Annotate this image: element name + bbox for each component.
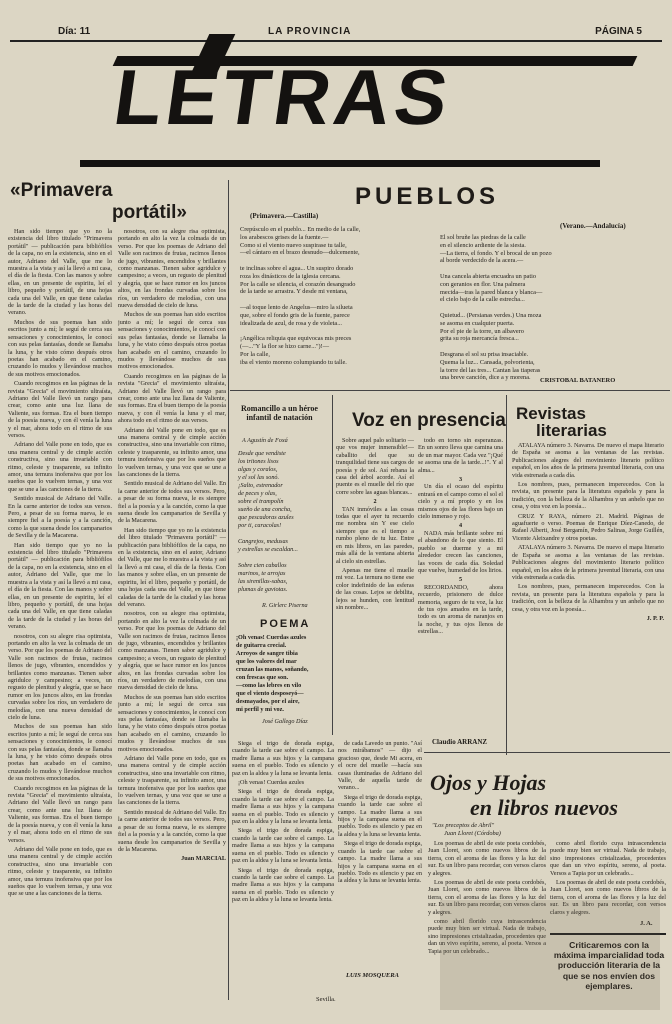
- castilla-line: roza los dinásticos de la iglesia cercana.: [240, 272, 341, 280]
- ojos-col2-text: como abril florido cuya intrascendencia puede muy bien ser virtual. Nada de trabajo, sino impresiones cristalizadas, procedentes que dan un vivo espíritu, sereno, al poeta. Versos a Tapia por un celebrado...: [550, 840, 666, 877]
- romancillo-line: algas y coralos,: [238, 466, 278, 473]
- poema-line: cruzan las manos, soñando,: [236, 666, 309, 673]
- poema-poem: [236, 634, 330, 714]
- column-rule-3: [506, 395, 507, 755]
- andalucia-line: [440, 265, 665, 273]
- primavera-col3-text3-b: Sentido musical de Adriano del Valle. En la carne anterior de todos sus versos. Pero, a pesar de su forma nueva, le es siempre fiel a la poesía y a la canción, como la que suena desde los campanarios de Sevilla y de la Macarena.: [118, 808, 226, 853]
- voz-num-5: 5: [458, 576, 463, 584]
- misc-text-f: Siega el trigo de dorada espiga, cuando la tarde cae sobre el campo. La madre llama a sus hijos y la campana suena en el pueblo. Todo es silencio y paz en la aldea y la luna se levanta lenta.: [338, 793, 422, 838]
- romancillo-line: ¡Salto, estrenador: [238, 482, 283, 489]
- poema-line: —como las lebres en vilo: [236, 682, 302, 689]
- romancillo-line: Cangrejos, medusas: [238, 538, 288, 545]
- primavera-signature: Juan MARCIAL: [181, 855, 226, 863]
- page-header: [10, 26, 662, 40]
- romancillo-title: Romancillo a un héroe infantil de natación: [241, 404, 318, 422]
- andalucia-line: —La tierra, el fondo. Y el brocal de un pozo: [440, 249, 552, 257]
- castilla-line: [240, 296, 440, 304]
- romancillo-line: las sirenillas-sabas,: [238, 578, 288, 585]
- castilla-line: [240, 257, 440, 265]
- castilla-line: Por la calle,: [240, 350, 270, 358]
- primavera-col1-text-b: Han sido tiempo que yo no la existencia del libro titulado "Primavera portátil" — publicación para bibliófilos de la capa, no en la existencia, sino en el autor, Adriano del Valle, que me lo muestra a la vista y así la llevó a mi casa, el día de la fiesta. Con las manos y sobre ellas, en un presente de espiritu, leí el libro, pequeño y portátil, de una hojas cada una del Valle, en que tiene caladas de la tarde de la ciudad y las horas del verano.: [118, 526, 226, 608]
- romancillo-line: sueño de una concha,: [238, 506, 292, 513]
- poema-line: que el viento desposeyó—: [236, 690, 304, 697]
- section-rule: [230, 390, 670, 391]
- ojos-boxed-notice: Criticaremos con la máxima imparcialidad toda producción literaria de la que se nos envíen dos ejemplares.: [553, 940, 665, 991]
- header-paper-name: LA PROVINCIA: [268, 26, 352, 37]
- andalucia-line: Por el pie de la torre, un albavero: [440, 327, 524, 335]
- poema-line: desmayados, por el aire,: [236, 698, 300, 705]
- ojos-col2-text-b: como abril florido cuya intrascendencia puede muy bien ser virtual. Nada de trabajo, sino impresiones cristalizadas, procedentes que dan un vivo espíritu, sereno, al poeta. Versos a Tapia por un celebrado...: [428, 918, 546, 955]
- andalucia-line: [440, 304, 665, 312]
- primavera-col3-text2-b: Adriano del Valle pone en todo, que es una manera central y de cimple acción constructiva, sino una invariable con ritmo, celeste y trasparente, su infinito amor, una ternura inofensiva que por los sueños que lo vuelven ternas, y una voz que se une a las canciones de la tierra.: [118, 755, 226, 807]
- revistas-text1: ATALAYA número 3. Navarra. De nuevo el mapa literario de España se asoma a las ventanas de las revistas. Publicaciones alegres del movimiento literario político español, en los años de la primera juventud literaria, con una vida estrenada a cada día.: [512, 442, 664, 479]
- voz-col1: [336, 437, 414, 737]
- primavera-col2-text2: Muchos de sus poemas han sido escritos junto a mí; le seguí de cerca sus sensaciones y conocimientos, le conocí con sus pelas fantasías, donde se llamaba la luna, y he visto cómo después otros poetas han acabado en el camino, cruzando lo mudos y llevándose muchos de sus motivos emocionados.: [118, 311, 226, 371]
- revistas-title-line2: literarias: [536, 421, 607, 440]
- pueblos-castilla-poem: [240, 226, 440, 366]
- voz-col3-text: todo en torno sin esperanzas. En un sonro lleva que camina una de un mar mayor. Cada vez "¡Qué se asoma una de la tarde...!". Y al alma...: [418, 437, 503, 474]
- voz-col1-text2: TAN inmóviles a las cosas todas que el ayer tu recuerdo me nombra sin Y ese cielo siempre que es el tiempo a rumbo pleno de tu luz. Entre en mis libros, en las paredes, más allá de la ventana abierta al cielo sin estrellas.: [336, 505, 414, 565]
- misc-signature: LUIS MOSQUERA: [346, 972, 399, 979]
- header-rule: [10, 40, 662, 42]
- primavera-col3-text3: Sentido musical de Adriano del Valle. En la carne anterior de todos sus versos. Pero, a pesar de su forma nueva, le es siempre fiel a la poesía y a la canción, como la que suena desde los campanarios de Sevilla y de la Macarena.: [118, 480, 226, 525]
- revistas-body: [512, 442, 664, 748]
- misc-text-e: Siega el trigo de dorada espiga, cuando la tarde cae sobre el campo. La madre llama a sus hijos y la campana suena en el pueblo. Todo es silencio y paz en la aldea y la luna se levanta lenta.: [232, 866, 334, 904]
- revistas-text2-b: Los nombres, pues, permanecen imperecedos. Con la revista, un presente para la literatura española y para la tradición, con la belleza de la Alhambra y un anhelo que no cesa, y otra voz en la poesía...: [512, 583, 664, 613]
- andalucia-line: se asoma en cualquier puerta.: [440, 319, 515, 327]
- primavera-col3-text2: Adriano del Valle pone en todo, que es una manera central y de cimple acción constructiva, sino una invariable con ritmo, celeste y trasparente, su infinito amor, una ternura inofensiva que por los sueños que lo vuelven ternas, y una voz que se une a las canciones de la tierra.: [118, 426, 226, 478]
- castilla-line: Como si el viento nuevo suspirase tu talle,: [240, 241, 347, 249]
- castilla-line: que, sobre el fondo gris de la fuente, parece: [240, 311, 350, 319]
- primavera-col2-text2-repeat: Muchos de sus poemas han sido escritos junto a mí; le seguí de cerca sus sensaciones y conocimientos, le conocí con sus pelas fantasías, donde se llamaba la luna, y he visto cómo después otros poetas han acabado en el camino, cruzando lo mudos y llevándose muchos de sus motivos emocionados.: [8, 318, 112, 378]
- primavera-col2-text-repeat: nosotros, con su alegre risa optimista, portando en alto la vez la colmada de un verso. Por que los poemas de Adriano del Valle son racimos de frutas, racimos llenos de jugo, vibrantes, encendidos y brillantes como manzanas. Tienen sabor agridulce y campesino; a veces, un regusto de plenitud y alegría, que se hace rumor en los juncos altos, en las frondas curvadas sobre los ríos, un verdadero de melodías, con una nueva densidad de cielo de luna.: [8, 632, 112, 721]
- pueblos-andalucia-poem: [440, 234, 665, 382]
- castilla-line: de la tarde se arrastra. Y desde mi ventana,: [240, 288, 348, 296]
- primavera-col2-text2-repeat-b: Muchos de sus poemas han sido escritos junto a mí; le seguí de cerca sus sensaciones y conocimientos, le conocí con sus pelas fantasías, donde se llamaba la luna, y he visto cómo después otros poetas han acabado en el camino, cruzando lo mudos y llevándose muchos de sus motivos emocionados.: [8, 723, 112, 783]
- andalucia-line: grita su roja mercancía fresca...: [440, 335, 519, 343]
- andalucia-line: mecida—tras la pared blanca y blanca—: [440, 288, 543, 296]
- voz-col3-text4: RECORDANDO, ahora recuerdo, prisionero de dulce memoria, seguro de tu voz, la luz de tus ojos amados en la tarde, todo es un aroma de naranjos en la noche, y tus ojos llenos de estrellas...: [418, 583, 503, 636]
- ojos-col2-text-c: Los poemas de abril de este poeta cordobés, Juan Lloret, son como nuevos libros de la tierra, con el aroma de las flores y la luz del sur. Es un libro para recordar, con versos claros y alegres.: [550, 879, 666, 916]
- misc-col-right: [338, 740, 422, 1000]
- primavera-title-line2: portátil»: [112, 202, 187, 223]
- misc-place: Sevilla.: [316, 996, 336, 1003]
- castilla-line: —al toque lento de Angelus—miro la silueta: [240, 303, 353, 311]
- revistas-signature: J. P. P.: [646, 614, 664, 622]
- header-page-number: PÁGINA 5: [595, 26, 642, 37]
- castilla-line: ¡Angélica reliquia que equivocas mis preces: [240, 335, 352, 343]
- romancillo-line: plumas de gaviotas.: [238, 586, 288, 593]
- page-stain: [440, 900, 660, 1010]
- misc-text-c: Siega el trigo de dorada espiga, cuando la tarde cae sobre el campo. La madre llama a sus hijos y la campana suena en el pueblo. Todo es silencio y paz en la aldea y la luna se levanta lenta.: [232, 788, 334, 826]
- poema-line: de guitarra crecial.: [236, 642, 287, 649]
- primavera-col1-text: Han sido tiempo que yo no la existencia del libro titulado "Primavera portátil" — publicación para bibliófilos de la capa, no en la existencia, sino en el autor, Adriano del Valle, que me lo muestra a la vista y así la llevó a mi casa, el día de la fiesta. Con las manos y sobre ellas, en un presente de espiritu, leí el libro, pequeño y portátil, de una hojas cada una del Valle, en que tiene caladas de la tarde de la ciudad y las horas del verano.: [8, 228, 112, 317]
- primavera-col2-text: nosotros, con su alegre risa optimista, portando en alto la vez la colmada de un verso. Por que los poemas de Adriano del Valle son racimos de frutas, racimos llenos de jugo, vibrantes, encendidos y brillantes como manzanas. Tienen sabor agridulce y campesino; a veces, un regusto de plenitud y alegría, que se hace rumor en los juncos altos, en las frondas curvadas sobre los ríos, un verdadero de melodías, con una nueva densidad de cielo de luna.: [118, 228, 226, 310]
- poema-line: con frescas que son.: [236, 674, 289, 681]
- ojos-title-line1: Ojos y Hojas: [430, 770, 547, 795]
- pueblos-title: PUEBLOS: [355, 183, 500, 210]
- ojos-signature: J. A.: [640, 920, 653, 927]
- misc-text-g: Siega el trigo de dorada espiga, cuando la tarde cae sobre el campo. La madre llama a sus hijos y la campana suena en el pueblo. Todo es silencio y paz en la aldea y la luna se levanta lenta.: [338, 840, 422, 885]
- column-rule-2: [332, 395, 333, 735]
- revistas-cruz: CRUZ Y RAYA, número 21. Madrid. Páginas de aguafuerte o verso. Poemas de Enrique Díez-Canedo, de Rafael Alberti, José Bergamín, Pedro Salinas, Jorge Guillén, Vicente Aleixandre y otros poetas.: [512, 512, 664, 542]
- poema-title: POEMA: [260, 618, 311, 630]
- pueblos-andalucia-label: (Verano.—Andalucía): [560, 222, 626, 230]
- masthead-title: LETRAS: [108, 53, 458, 141]
- voz-col2-text-a: Apenas me tiene el muelle mi voz. La ternura no tiene ese color indefinido de las esferas de las cosas. Lejos se debilita, lejos se hunden, con lentitud sin nombre...: [336, 566, 414, 611]
- andalucia-line: con geranios en flor. Una palmera: [440, 280, 526, 288]
- castilla-line: Crepúsculo en el pueblo... En medio de la calle,: [240, 226, 361, 233]
- voz-col1-text: Sobre aquel palo solitario —que vos mujer inmensible!— caballito del que su tranquilidad tiene sus cargos de poesía y de sol. Así rebana la casa del árbol acorde. Así el puente es el muelle del río que corre sobre las aguas blancas...: [336, 437, 414, 496]
- ojos-col1-title: "Los preceptos de Abril": [432, 822, 495, 829]
- primavera-col3-text: Cuando recogimos en las páginas de la revista "Grecia" el movimiento ultraísta, Adriano del Valle llevó un rango para crear, como ante una luz llana de Valiente, sus formas. Era el buen tiempo de la poesía nueva, y con él venía la luna y el mar, ahora todo en el ritmo de sus versos.: [118, 372, 226, 425]
- misc-text-b: ¡Oh venas! Cuerdas azules: [238, 779, 305, 787]
- voz-col2: [418, 437, 503, 737]
- romancillo-line: y el sol las sonó.: [238, 474, 280, 481]
- misc-text-d: Siega el trigo de dorada espiga, cuando la tarde cae sobre el campo. La madre llama a sus hijos y la campana suena en el pueblo. Todo es silencio y paz en la aldea y la luna se levanta lenta.: [232, 827, 334, 865]
- poema-line: mi perfil y mi voz.: [236, 706, 284, 713]
- revistas-title-line1: Revistas: [516, 404, 586, 423]
- romancillo-line: Sobre cien caballos: [238, 562, 287, 569]
- pueblos-signature: CRISTOBAL BATANERO: [540, 377, 616, 384]
- castilla-line: los arabescos grises de la fuente.—: [240, 233, 329, 241]
- romancillo-line: que pescadoras azules: [238, 514, 294, 521]
- andalucia-line: Quema la luz... Cansada, polvorienta,: [440, 358, 535, 366]
- romancillo-line: los tritones lisos: [238, 458, 279, 465]
- voz-col2-text2: de cada Lavedo un punto. "Así nos mirábamos" — dijo el gracioso que, desde Mi acera, en el ocre del muelle —hacía sus casas iluminadas de Adriano del Valle, de aquella tarde de verano...: [338, 740, 422, 792]
- voz-signature: Claudio ARRANZ: [432, 738, 488, 746]
- castilla-line: (—..."Y la flor se hizo carne...")!—: [240, 342, 330, 350]
- castilla-line: te inclinas sobre el agua... Un suspiro dorado: [240, 264, 354, 272]
- romancillo-line: [238, 530, 330, 538]
- misc-text-a: Siega el trigo de dorada espiga, cuando la tarde cae sobre el campo. La madre llama a sus hijos y la campana suena en el pueblo. Todo es silencio y paz en la aldea y la luna se levanta lenta.: [232, 740, 334, 777]
- ojos-col1-text: Los poemas de abril de este poeta cordobés, Juan Lloret, son como nuevos libros de la tierra, con el aroma de las flores y la luz del sur. Es un libro para recordar, con versos claros y alegres.: [428, 840, 546, 877]
- andalucia-line: Quietud... (Persianas verdes.) Una moza: [440, 311, 542, 319]
- andalucia-line: una breve canción, dice a y morena.: [440, 374, 531, 382]
- poema-line: que los valores del mar: [236, 658, 297, 665]
- andalucia-line: el cielo bajo de la calle estrecha...: [440, 296, 525, 304]
- romancillo-poem: [238, 450, 330, 594]
- voz-num-2: 2: [373, 498, 377, 506]
- andalucia-line: El sol bruñe las piedras de la calle: [440, 234, 526, 241]
- primavera-col1-text-repeat: Han sido tiempo que yo no la existencia del libro titulado "Primavera portátil" — publicación para bibliófilos de la capa, no en la existencia, sino en el autor, Adriano del Valle, que me lo muestra a la vista y así la llevó a mi casa, el día de la fiesta. Con las manos y sobre ellas, en un presente de espiritu, leí el libro, pequeño y portátil, de una hojas cada una del Valle, en que tiene caladas de la tarde de la ciudad y las horas del verano.: [8, 541, 112, 631]
- column-rule-1: [228, 180, 229, 1000]
- primavera-title-line1: «Primavera: [10, 180, 113, 201]
- castilla-line: Por la calle se silencia, el corazón desangrado: [240, 280, 356, 288]
- primavera-col3-text-repeat-b: Cuando recogimos en las páginas de la revista "Grecia" el movimiento ultraísta, Adriano del Valle llevó un rango para crear, como ante una luz llana de Valiente, sus formas. Era el buen tiempo de la poesía nueva, y con él venía la luna y el mar, ahora todo en el ritmo de sus versos.: [8, 784, 112, 844]
- ojos-top-rule: [424, 752, 670, 753]
- poema-line: ¡Oh venas! Cuerdas azules: [236, 634, 307, 641]
- header-day: Día: 11: [58, 26, 91, 37]
- misc-col-left: [232, 740, 334, 1010]
- andalucia-line: la torre del las tres... Cantan las tiaperas: [440, 366, 541, 374]
- romancillo-line: de peces y olas,: [238, 490, 277, 497]
- romancillo-line: [238, 554, 330, 562]
- voz-col3-text2: Un día el ocaso del espíritu entrará en el campo como el sol el cielo y a mí propio y en los mismos ojos de las flores bajo un cielo inmenso y rojo.: [418, 483, 503, 521]
- andalucia-line: al borde verdecido de la acera.—: [440, 257, 524, 265]
- castilla-line: [240, 327, 440, 335]
- andalucia-line: [440, 343, 665, 351]
- primavera-col3-text2-repeat: Adriano del Valle pone en todo, que es una manera central y de cimple acción constructiva, sino una invariable con ritmo, celeste y trasparente, su infinito amor, una ternura inofensiva que por los sueños que lo vuelven ternas, y una voz que se une a las canciones de la tierra.: [8, 441, 112, 493]
- castilla-line: iba el viento moreno columpiando tu talle.: [240, 358, 347, 366]
- primavera-col3-text-repeat: Cuando recogimos en las páginas de la revista "Grecia" el movimiento ultraísta, Adriano del Valle llevó un rango para crear, como ante una luz llana de Valiente, sus formas. Era el buen tiempo de la poesía nueva, y con él venía la luna y el mar, ahora todo en el ritmo de sus versos.: [8, 380, 112, 439]
- ojos-col1-text-b: Los poemas de abril de este poeta cordobés, Juan Lloret, son como nuevos libros de la tierra, con el aroma de las flores y la luz del sur. Es un libro para recordar, con versos claros y alegres.: [428, 879, 546, 916]
- andalucia-line: Desgrana el sol su prisa insaciable.: [440, 350, 529, 358]
- romancillo-line: sobre el trampolín: [238, 498, 284, 505]
- romancillo-signature: R. Girlerc Piserna: [262, 602, 308, 609]
- primavera-col2-text2-b: Muchos de sus poemas han sido escritos junto a mí; le seguí de cerca sus sensaciones y conocimientos, le conocí con sus pelas fantasías, donde se llamaba la luna, y he visto cómo después otros poetas han acabado en el camino, cruzando lo mudos y llevándose muchos de sus motivos emocionados.: [118, 693, 226, 753]
- primavera-col3-text2-repeat-b: Adriano del Valle pone en todo, que es una manera central y de cimple acción constructiva, sino una invariable con ritmo, celeste y trasparente, su infinito amor, una ternura inofensiva que por los sueños que lo vuelven ternas, y una voz que se une a las canciones de la tierra.: [8, 845, 112, 898]
- castilla-line: —el cántaro en el brazo desnudo—dulcemente,: [240, 249, 360, 257]
- voz-title: Voz en presencia: [352, 410, 506, 431]
- masthead-bottom-bar: [80, 160, 600, 167]
- andalucia-line: Una cancela abierta encuadra un patio: [440, 272, 536, 280]
- poema-signature: José Gallego Díaz: [262, 718, 308, 725]
- primavera-col3-text3-repeat: Sentido musical de Adriano del Valle. En la carne anterior de todos sus versos. Pero, a pesar de su forma nueva, le es siempre fiel a la poesía y a la canción, como la que suena desde los campanarios de Sevilla y de la Macarena.: [8, 495, 112, 540]
- primavera-col2-text-b: nosotros, con su alegre risa optimista, portando en alto la vez la colmada de un verso. Por que los poemas de Adriano del Valle son racimos de frutas, racimos llenos de jugo, vibrantes, encendidos y brillantes como manzanas. Tienen sabor agridulce y campesino; a veces, un regusto de plenitud y alegría, que se hace rumor en los juncos altos, en las frondas curvadas sobre los ríos, un verdadero de melodías, con una nueva densidad de cielo de luna.: [118, 610, 226, 692]
- romancillo-line: y estrellas se escaldan...: [238, 546, 298, 553]
- castilla-line: idealizada de azul, de rosa y de violeta...: [240, 319, 342, 327]
- revistas-text2: Los nombres, pues, permanecen imperecedos. Con la revista, un presente para la literatura española y para la tradición, con la belleza de la Alhambra y un anhelo que no cesa, y otra voz en la poesía...: [512, 481, 664, 511]
- romancillo-line: por ti, caracolas!: [238, 522, 282, 529]
- voz-num-3: 3: [458, 476, 463, 484]
- primavera-col2: [118, 228, 226, 998]
- romancillo-dedication: A Agustín de Foxá: [242, 437, 288, 444]
- voz-num-4: 4: [458, 522, 463, 530]
- pueblos-castilla-label: (Primavera.—Castilla): [250, 212, 319, 220]
- romancillo-line: Desde que vendiste: [238, 450, 286, 457]
- primavera-col1: [8, 228, 112, 948]
- ojos-title-line2: en libros nuevos: [470, 795, 618, 820]
- poema-line: Arroyos de sangre tibia: [236, 650, 298, 657]
- voz-col3-text3: NADA más brillante sobre mí el abandono de lo que siento. El pueblo se duerme y a mi alrededor crecen las canciones, las voces de cada día. Soledad que vuelve, humedad de los lirios.: [418, 529, 503, 574]
- ojos-col1-author: Juan Lloret (Córdoba): [444, 830, 501, 837]
- revistas-text1-b: ATALAYA número 3. Navarra. De nuevo el mapa literario de España se asoma a las ventanas de las revistas. Publicaciones alegres del movimiento literario político español, en los años de la primera juventud literaria, con una vida estrenada a cada día.: [512, 544, 664, 581]
- andalucia-line: en el silencio ardiente de la siesta.: [440, 241, 526, 249]
- romancillo-line: marinos, te arrojas: [238, 570, 286, 577]
